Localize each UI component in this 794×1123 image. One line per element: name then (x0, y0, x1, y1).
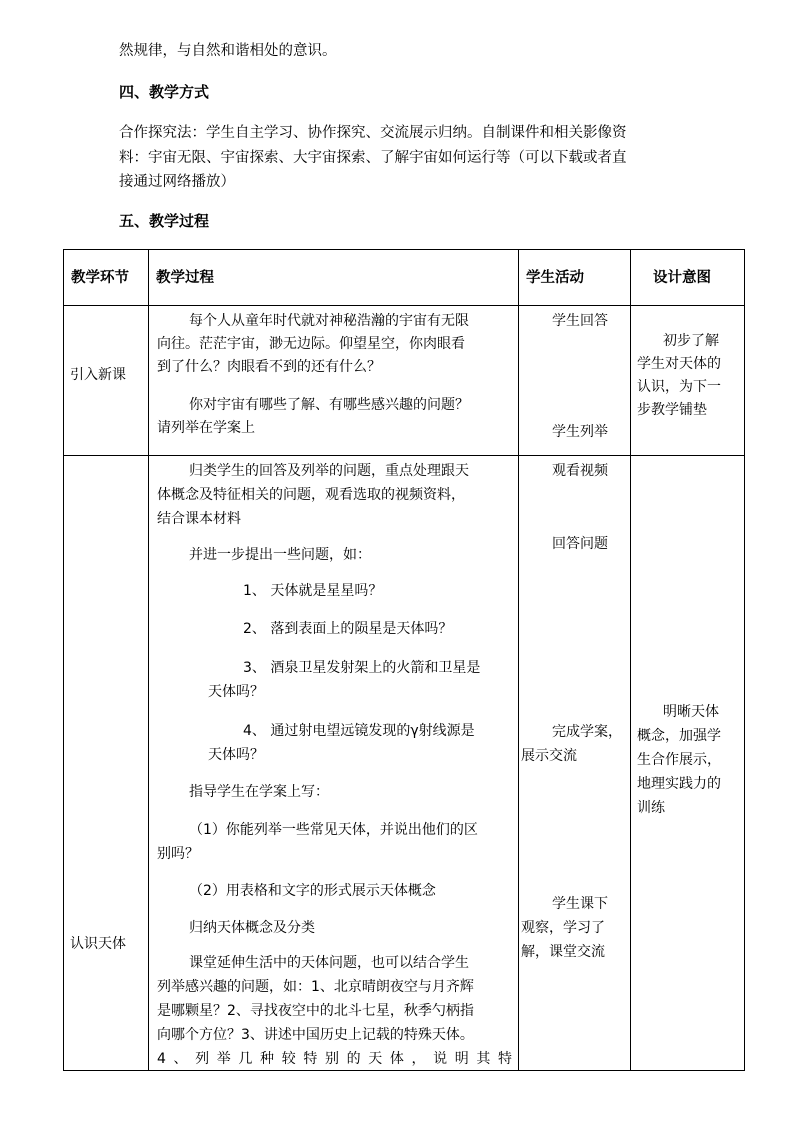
stage-recognize-celestial: 认识天体 (70, 936, 126, 952)
activity-text: 学生列举 (552, 424, 608, 440)
activity-text: 回答问题 (552, 536, 608, 552)
section-heading-teaching-methods: 四、教学方式 (119, 83, 210, 101)
process-text: 向哪个方位？3、讲述中国历史上记载的特殊天体。 (157, 1027, 474, 1043)
teaching-process-table (63, 249, 745, 1071)
process-text: 归纳天体概念及分类 (189, 920, 315, 936)
activity-text: 学生回答 (552, 313, 608, 329)
process-text: 归类学生的回答及列举的问题，重点处理跟天 (189, 463, 469, 479)
process-text: 请列举在学案上 (157, 420, 255, 436)
table-row (64, 456, 745, 1071)
header-activity: 学生活动 (519, 250, 631, 306)
process-text: 结合课本材料 (157, 511, 241, 527)
intent-text: 训练 (637, 800, 665, 816)
activity-text: 学生课下 (552, 896, 608, 912)
activity-text: 解，课堂交流 (521, 944, 605, 960)
activity-text: 观察，学习了 (521, 920, 605, 936)
header-intent: 设计意图 (631, 250, 745, 306)
question-4: 天体吗？ (208, 747, 264, 763)
intent-text: 生合作展示， (637, 752, 721, 768)
intent-text: 学生对天体的 (637, 356, 721, 372)
worksheet-item-2: （2）用表格和文字的形式展示天体概念 (189, 883, 436, 899)
header-stage: 教学环节 (64, 250, 149, 306)
intent-text: 概念，加强学 (637, 728, 721, 744)
teaching-methods-line-1: 合作探究法：学生自主学习、协作探究、交流展示归纳。自制课件和相关影像资 (119, 125, 627, 141)
intent-text: 认识，为下一 (637, 379, 721, 395)
question-2: 2、 落到表面上的陨星是天体吗？ (243, 621, 453, 637)
activity-text: 完成学案， (552, 724, 622, 740)
process-text: 列举感兴趣的问题，如：1、北京晴朗夜空与月齐辉 (157, 979, 474, 995)
question-4: 4、 通过射电望远镜发现的γ射线源是 (243, 723, 475, 739)
process-text: 向往。茫茫宇宙，渺无边际。仰望星空，你肉眼看 (157, 336, 465, 352)
stage-introduce: 引入新课 (70, 367, 126, 383)
process-text: 并进一步提出一些问题，如： (189, 547, 371, 563)
intent-text: 初步了解 (663, 333, 719, 349)
activity-text: 观看视频 (552, 463, 608, 479)
process-text: 体概念及特征相关的问题，观看选取的视频资料， (157, 487, 465, 503)
table-row (64, 306, 745, 456)
activity-text: 展示交流 (521, 748, 577, 764)
process-text: 你对宇宙有哪些了解、有哪些感兴趣的问题？ (189, 397, 469, 413)
process-text: 是哪颗星？2、寻找夜空中的北斗七星，秋季勺柄指 (157, 1003, 474, 1019)
process-text: 4、列举几种较特别的天体，说明其特 (157, 1051, 512, 1067)
intro-text: 然规律，与自然和谐相处的意识。 (119, 43, 337, 59)
process-text: 课堂延伸生活中的天体问题，也可以结合学生 (189, 955, 469, 971)
header-process: 教学过程 (149, 250, 519, 306)
process-text: 到了什么？肉眼看不到的还有什么？ (157, 359, 381, 375)
worksheet-item-1: （1）你能列举一些常见天体，并说出他们的区 (189, 822, 478, 838)
worksheet-item-1: 别吗？ (157, 846, 199, 862)
teaching-methods-line-2: 料：宇宙无限、宇宙探索、大宇宙探索、了解宇宙如何运行等（可以下载或者直 (119, 150, 627, 166)
section-heading-teaching-process: 五、教学过程 (119, 212, 210, 230)
question-3: 天体吗？ (208, 684, 264, 700)
table-header-row (64, 250, 745, 306)
intent-text: 明晰天体 (663, 704, 719, 720)
question-3: 3、 酒泉卫星发射架上的火箭和卫星是 (243, 660, 481, 676)
intent-text: 地理实践力的 (637, 776, 721, 792)
intent-text: 步教学铺垫 (637, 402, 707, 418)
process-text: 指导学生在学案上写： (189, 784, 329, 800)
teaching-methods-line-3: 接通过网络播放） (119, 174, 235, 190)
process-text: 每个人从童年时代就对神秘浩瀚的宇宙有无限 (189, 313, 469, 329)
question-1: 1、 天体就是星星吗？ (243, 583, 383, 599)
